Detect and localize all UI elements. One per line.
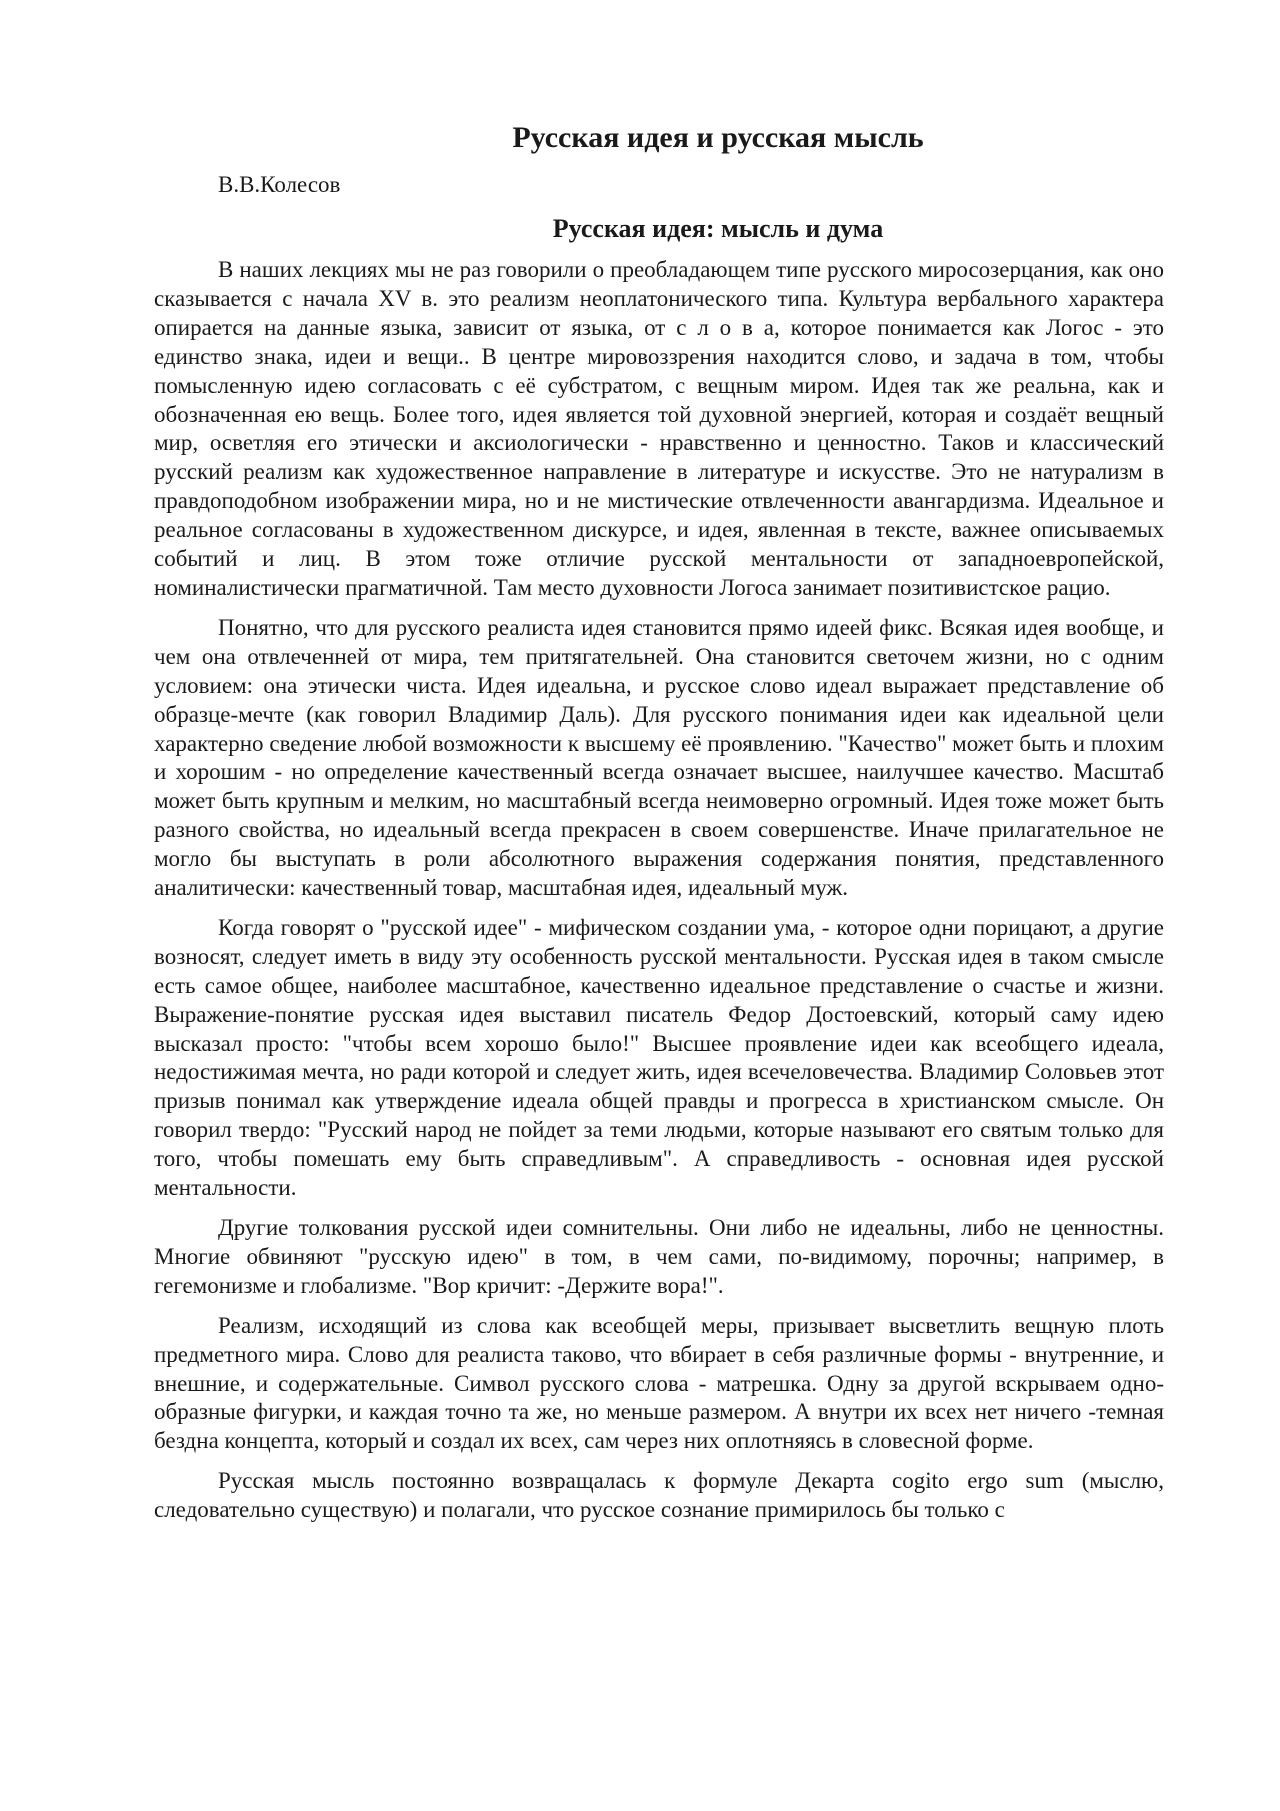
- paragraph: Понятно, что для русского реалиста идея становится прямо идеей фикс. Всякая идея вообще, и чем она отвлеченней от мира, тем притягательней. Она становится светочем жизни, но с одним условием: она этически чиста. Идея идеальна, и русское слово идеал выражает представление об образце-мечте (как говорил Владимир Даль). Для русского понимания идеи как идеальной цели характерно сведение любой возможности к высшему её проявлению. "Качество" может быть и плохим и хорошим - но определение качественный всегда означает высшее, наилучшее качество. Масштаб может быть крупным и мелким, но масштабный всегда неимоверно огромный. Идея тоже может быть разного свойства, но идеальный всегда прекрасен в своем совершенстве. Иначе прилагательное не могло бы выступать в роли абсолютного выражения содержания понятия, представленного аналитически: качественный товар, масштабная идея, идеальный муж.: [154, 614, 1164, 901]
- document-body: [154, 118, 1164, 1525]
- paragraph: Другие толкования русской идеи сомнительны. Они либо не идеальны, либо не ценностны. Многие обвиняют "русскую идею" в том, в чем сами, по-видимому, порочны; например, в гегемонизме и глобализме. "Вор кричит: -Держите вора!".: [154, 1215, 1164, 1298]
- paragraph-continued: Русская мысль постоянно возвращалась к формуле Декарта cogito ergo sum (мыслю, следовательно существую) и полагали, что русское сознание примирилось бы только с: [154, 1468, 1164, 1523]
- paragraph: В наших лекциях мы не раз говорили о преобладающем типе русского миросозерцания, как оно сказывается с начала XV в. это реализм неоплатонического типа. Культура вербального характера опирается на данные языка, зависит от языка, от с л о в а, которое понимается как Логос - это единство знака, идеи и вещи.. В центре мировоззрения находится слово, и задача в том, чтобы помысленную идею согласовать с её субстратом, с вещным миром. Идея так же реальна, как и обозначенная ею вещь. Более того, идея является той духовной энергией, которая и создаёт вещный мир, осветляя его этически и аксиологически - нравственно и ценностно. Таков и классический русский реализм как художественное направление в литературе и искусстве. Это не натурализм в правдоподобном изображении мира, но и не мистические отвлеченности авангардизма. Идеальное и реальное согласованы в художественном дискурсе, и идея, явленная в тексте, важнее описываемых событий и лиц. В этом тоже отличие русской ментальности от западноевропейской, номиналистически прагматичной. Там место духовности Логоса занимает позитивистское рацио.: [154, 257, 1164, 600]
- author-name: В.В.Колесов: [218, 172, 341, 197]
- section-title: Русская идея: мысль и дума: [552, 214, 884, 243]
- paragraph: Когда говорят о "русской идее" - мифическом создании ума, - которое одни порицают, а другие возносят, следует иметь в виду эту особенность русской ментальности. Русская идея в таком смысле есть самое общее, наиболее масштабное, качественно идеальное представление о счастье и жизни. Выражение-понятие русская идея выставил писатель Федор Достоевский, который саму идею высказал просто: "чтобы всем хорошо было!" Высшее проявление идеи как всеобщего идеала, недостижимая мечта, но ради которой и следует жить, идея всечеловечества. Владимир Соловьев этот призыв понимал как утверждение идеала общей правды и прогресса в христианском смысле. Он говорил твердо: "Русский народ не пойдет за теми людьми, которые называют его святым только для того, чтобы помешать ему быть справедливым". А справедливость - основная идея русской ментальности.: [154, 914, 1164, 1201]
- paragraph: Реализм, исходящий из слова как всеобщей меры, призывает высветлить вещную плоть предметного мира. Слово для реалиста таково, что вбирает в себя различные формы - внутренние, и внешние, и содержательные. Символ русского слова - матрешка. Одну за другой вскрываем одно-образные фигурки, и каждая точно та же, но меньше размером. А внутри их всех нет ничего -темная бездна концепта, который и создал их всех, сам через них оплотняясь в словесной форме.: [154, 1312, 1164, 1454]
- document-title: Русская идея и русская мысль: [512, 121, 924, 154]
